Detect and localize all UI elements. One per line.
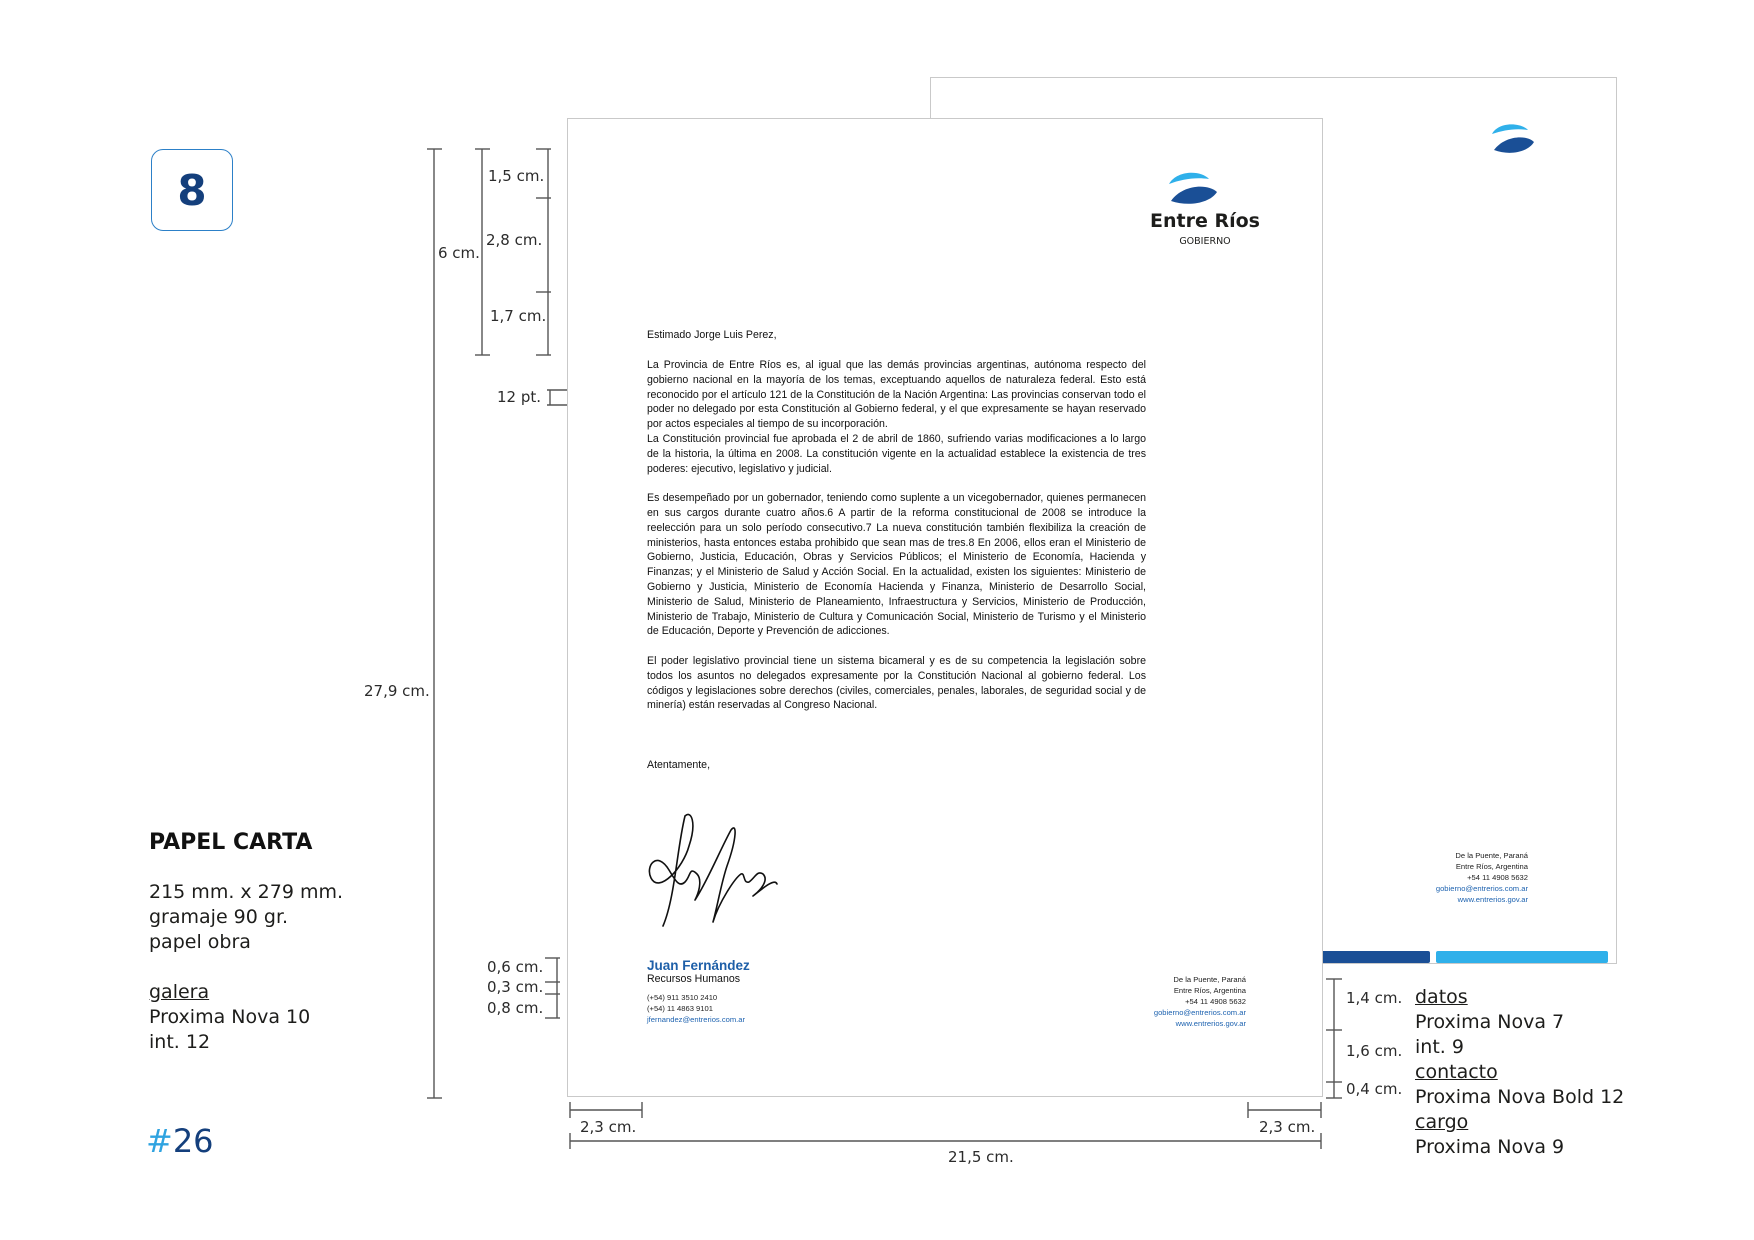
footer-region: Entre Ríos, Argentina [1455,862,1528,871]
dim-header-total: 6 cm. [438,244,480,262]
signer-role: Recursos Humanos [647,973,741,985]
galera-label: galera [149,981,210,1003]
brand-sub: GOBIERNO [1179,236,1231,247]
page-number-value: 26 [172,1122,214,1160]
dim-header-logo: 2,8 cm. [486,231,543,249]
dim-footer-b: 1,6 cm. [1346,1042,1403,1060]
footer-email: gobierno@entrerios.com.ar [1435,884,1528,893]
dim-margin-left: 2,3 cm. [580,1118,637,1136]
spec-line: 215 mm. x 279 mm. [149,881,344,903]
contacto-line: Proxima Nova Bold 12 [1415,1086,1625,1108]
spec-title: PAPEL CARTA [149,830,313,855]
signer-name: Juan Fernández [647,958,750,973]
footer-address: De la Puente, Paraná [1173,975,1246,984]
footer-web: www.entrerios.gov.ar [1175,1019,1246,1028]
footer-phone: +54 11 4908 5632 [1185,997,1246,1006]
datos-label: datos [1415,986,1468,1008]
contacto-label: contacto [1415,1061,1498,1083]
brand-name: Entre Ríos [1150,210,1260,232]
dim-header-bottom: 1,7 cm. [490,307,547,325]
letter-closing: Atentamente, [647,759,711,771]
dim-footer-a: 1,4 cm. [1346,989,1403,1007]
footer-phone: +54 11 4908 5632 [1467,873,1528,882]
footer-address: De la Puente, Paraná [1455,851,1528,860]
cargo-label: cargo [1415,1111,1469,1133]
dim-width: 21,5 cm. [948,1148,1014,1166]
spec-line: papel obra [149,931,251,953]
signer-phone: (+54) 11 4863 9101 [647,1004,713,1013]
dim-footer-c: 0,4 cm. [1346,1080,1403,1098]
letter-paragraph: La Provincia de Entre Ríos es, al igual que las demás provincias argentinas, autónoma respecto del gobierno nacional en la mayoría de los temas, exceptuando aquellos de naturaleza federal. Esto está reconocido por el artículo 121 de la Constitución de la Nación Argentina: Las provincias conservan todo el poder no delegado por esta Constitución al Gobierno federal, y el que expresamente se hayan reservado por actos especiales al tiempo de su incorporación. La Constitución provincial fue aprobada el 2 de abril de 1860, sufriendo varias modificaciones a lo largo de la historia, la última en 2008. La constitución vigente en la actualidad establece la existencia de tres poderes: ejecutivo, legislativo y judicial. [647,359,1146,475]
footer-web: www.entrerios.gov.ar [1457,895,1528,904]
dim-signature-b: 0,3 cm. [487,978,544,996]
footer-email: gobierno@entrerios.com.ar [1153,1008,1246,1017]
footer-region: Entre Ríos, Argentina [1173,986,1246,995]
datos-line: int. 9 [1415,1036,1464,1058]
page-number-prefix: # [146,1122,173,1160]
section-number: 8 [177,165,207,215]
dim-signature-c: 0,8 cm. [487,999,544,1017]
galera-line: Proxima Nova 10 [149,1006,311,1028]
letter-paragraph: El poder legislativo provincial tiene un sistema bicameral y es de su competencia la legislación sobre todos los asuntos no delegados expresamente por la Constitución Nacional al gobierno federal. Los códigos y legislaciones sobre derechos (civiles, comerciales, penales, laborales, de seguridad social y de minería) están reservadas al Congreso Nacional. [647,654,1146,712]
letter-greeting: Estimado Jorge Luis Perez, [647,329,777,341]
signer-phone: (+54) 911 3510 2410 [647,993,718,1002]
signer-email: jfernandez@entrerios.com.ar [647,1015,746,1024]
letter-paragraph: Es desempeñado por un gobernador, teniendo como suplente a un vicegobernador, quienes permanecen en sus cargos durante cuatro años.6 A partir de la reforma constitucional de 2008 se introduce la reelección para un solo período consecutivo.7 La nueva constitución también flexibiliza la creación de ministerios, hasta entonces estaba prohibido que sean mas de tres.8 En 2006, ellos eran el Ministerio de Gobierno, Justicia, Educación, Obras y Servicios Públicos; el Ministerio de Economía, Hacienda y Finanzas; y el Ministerio de Salud y Acción Social. En la actualidad, existen los siguientes: Ministerio de Gobierno y Justicia, Ministerio de Economía Hacienda y Finanza, Ministerio de Desarrollo Social, Ministerio de Salud, Ministerio de Planeamiento, Infraestructura y Servicios, Ministerio de Producción, Ministerio de Trabajo, Ministerio de Cultura y Comunicación Social, Ministerio de Turismo y el Ministerio de Educación, Deporte y Prevención de adicciones. [647,492,1146,638]
galera-line: int. 12 [149,1031,211,1053]
dim-margin-right: 2,3 cm. [1259,1118,1316,1136]
datos-line: Proxima Nova 7 [1415,1011,1565,1033]
cargo-line: Proxima Nova 9 [1415,1136,1565,1158]
dim-signature-a: 0,6 cm. [487,958,544,976]
right-spec-block [1415,985,1624,1160]
dim-header-top: 1,5 cm. [488,167,545,185]
dim-paragraph-gap: 12 pt. [497,388,542,406]
spec-line: gramaje 90 gr. [149,906,289,928]
dim-height: 27,9 cm. [364,682,430,700]
